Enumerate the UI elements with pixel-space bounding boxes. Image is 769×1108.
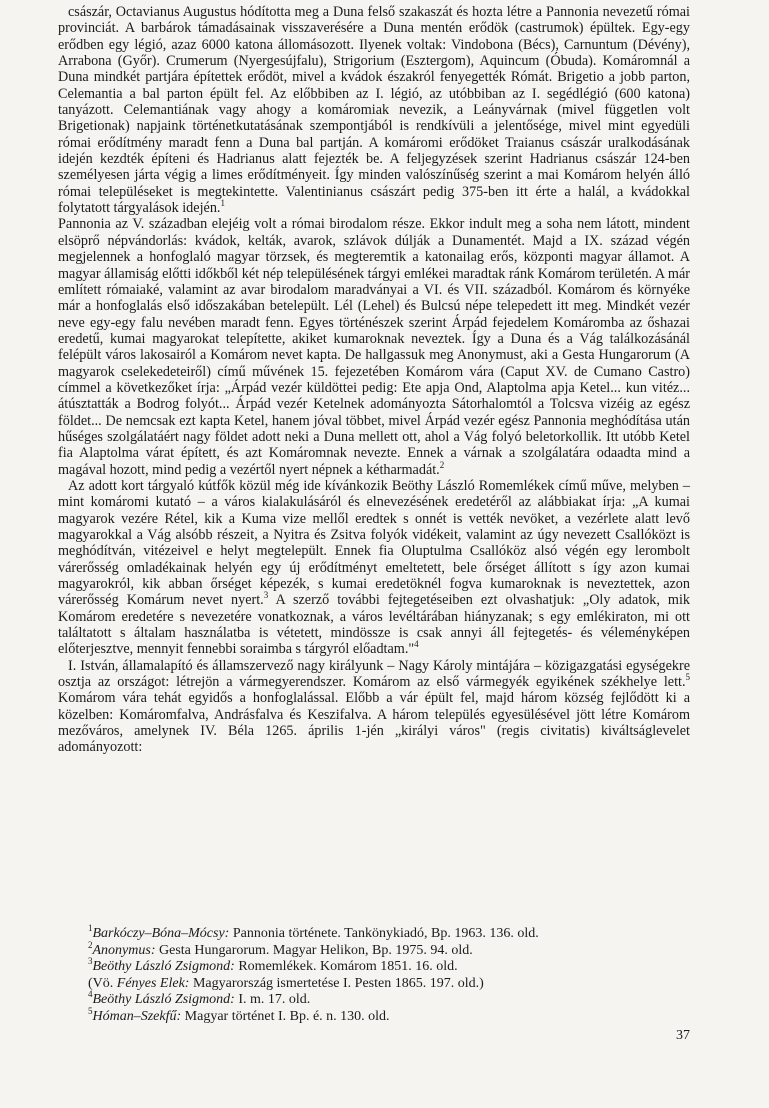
footnote-text: Magyarország ismertetése I. Pesten 1865. 197. old.) — [189, 975, 484, 991]
footnote-author: Barkóczy–Bóna–Mócsy: — [92, 926, 230, 941]
paragraph — [58, 658, 690, 756]
paragraph-text: császár, Octavianus Augustus hódította meg a Duna felső szakaszát és hozta létre a Pannonia nevezetű római provinciát. A barbárok támadásainak visszaverésére a Duna mentén erődök (castrumok) épültek. Egy-egy erődben egy légió, azaz 6000 katona állomásozott. Ilyenek voltak: Vindobona (Bécs), Carnuntum (Dévény), Arrabona (Győr). Crumerum (Nyergesújfalu), Strigorium (Esztergom), Aquincum (Óbuda). Komáromnál a Duna mindkét partjára építettek erődöt, mivel a kvádok északról fenyegették Rómát. Brigetio a jobb parton, Celemantia a bal parton épült fel. Az előbbiben az I. légió, az utóbbiban az I. segédlégió (600 katona) tanyázott. Celemantiának vagy ahogy a komáromiak nevezik, a Leányvárnak (mivel független volt Brigetionak) napjaink történetkutatásának szempontjából is rendkívüli a jelentősége, mivel mint egyedüli római erődítmény maradt fenn a Duna bal partján. A komáromi erődöket Traianus császár uralkodásának idején kezdték építeni és Hadrianus alatt fejezték be. A feljegyzések szerint Hadrianus császár 124-ben személyesen járta végig a limes erődítményeit. Így minden valószínűség szerint a mai Komárom helyén álló római településeket is megtekintette. Valentinianus császárt pedig 375-ben itt érte a halál, a kvádokkal folytatott tárgyalások idején. — [58, 4, 690, 217]
footnote-ref[interactable]: 5 — [685, 672, 690, 683]
footnote-ref[interactable]: 2 — [439, 459, 445, 470]
footnote-text: Pannonia története. Tankönykiadó, Bp. 1963. 136. old. — [229, 926, 539, 941]
paragraph — [58, 216, 690, 478]
paragraph — [58, 478, 690, 658]
footnote-ref[interactable]: 4 — [414, 639, 419, 650]
footnote — [88, 939, 648, 960]
paragraph-text: Az adott kort tárgyaló kútfők közül még ide kívánkozik Beöthy László Romemlékek című műve, melyben – mint komáromi kutató – a város kialakulásáról és elnevezésének eredetéről az alábbiakat írja: „A kumai magyarok vezére Rétel, kik a Kuma vize mellől eredtek s onnét is vették nevöket, a vezérlete alatt levő magyarokkal a Vág alsóbb részeit, a Nyitra és Zsitva folyók vidékeit, valamint az úgy nevezett Csallóközt is meghódítván, vitézeivel e helyt megtelepült. Ennek fia Oluptulma Csallóköz alsó végén egy lerombolt várerősség omladékainak helyén egy új erődítményt emeltetett, bele őrséget állított s így azon kumai magyarokról, kik abban őrséget képezék, s kumai eredetöknél fogva kumaroknak is neveztettek, azon várerősség Komárum nevet nyert. — [58, 477, 690, 609]
footnote-text: Magyar történet I. Bp. é. n. 130. old. — [181, 1008, 390, 1024]
footnote-number: 1 — [88, 923, 93, 933]
footnote — [88, 956, 648, 976]
footnote-ref[interactable]: 3 — [263, 590, 269, 601]
footnote-number: 2 — [88, 939, 93, 950]
paragraph-text: Pannonia az V. században elejéig volt a római birodalom része. Ekkor indult meg a soha nem látott, mindent elsöprő népvándorlás: kvádok, kelták, avarok, szlávok dúlják a Dunamentét. Majd a IX. század végén megjelennek a honfoglaló magyar törzsek, és megteremtik a katonailag erős, központi magyar államot. A magyar államiság előtti időkből két nép településének tárgyi emlékei maradtak ránk Komárom területén. A már említett rómaiaké, valamint az avar birodalom maradványai a VI. és VII. századból. Komárom és környéke már a honfoglalás első időszakában betelepült. Lél (Lehel) és Bulcsú népe telepedett itt meg. Mindkét vezér neve egy-egy falu nevében maradt fenn. Egyes történészek szerint Árpád fejedelem Komáromba az őshazai eredetű, kumai magyarokat telepítette, akiket kumaroknak neveztek. Így a Duna és a Vág találkozásánál felépült város lakosairól a Komárom nevet kapta. De hallgassuk meg Anonymust, aki a Gesta Hungarorum (A magyarok cselekedeteiről) című művének 15. fejezetében Komárom vára (Caput XV. de Cumano Castro) címmel a következőket írja: „Árpád vezér küldöttei pedig: Ete apja Ond, Alaptolma apja Ketel... kun vitéz... átúsztatták a Bodrog folyót... Árpád vezér Ketelnek adományozta Sátorhalomtól a Tolcsva vizéig az egész földet... De nemcsak ezt kapta Ketel, hanem jóval többet, mivel Árpád vezér egész Pannonia meghódítása után hűséges szolgálatáért nagy földet adott neki a Duna mellett ott, ahol a Vág folyó beletorkollik. Itt utóbb Ketel fia Alaptolma várat épített, és azt Komáromnak nevezte. Ennek a várnak a szolgálatára odaadta mind a magával hozott, mind pedig a vezértől nyert népnek a kétharmadát. — [58, 216, 690, 478]
footnote — [88, 989, 648, 1009]
paragraph-text: Komárom vára tehát egyidős a honfoglalással. Előbb a vár épült fel, majd három község fejlődött ki a közelben: Komáromfalva, Andrásfalva és Keszifalva. A három település egyesülésével jött létre Komárom mezőváros, amelynek IV. Béla 1265. április 1-jén „királyi város" (regis civitatis) kiváltságlevelet adományozott: — [58, 690, 690, 756]
footnote — [88, 923, 648, 943]
body-text — [58, 4, 690, 756]
footnote-author: Beöthy László Zsigmond: — [92, 959, 235, 975]
footnote-text: I. m. 17. old. — [234, 992, 311, 1008]
footnote — [88, 976, 648, 993]
footnote-author: Hóman–Szekfű: — [92, 1008, 182, 1024]
page-number: 37 — [676, 1028, 690, 1043]
footnote-ref[interactable]: 1 — [220, 198, 225, 209]
footnote-author: Beöthy László Zsigmond: — [92, 992, 235, 1008]
footnote — [88, 1005, 648, 1026]
paragraph-text: I. István, államalapító és államszervező nagy királyunk – Nagy Károly mintájára – közigazgatási egységekre osztja az országot: létrejön a vármegyerendszer. Komárom az első vármegyék egyikének székhelye lett. — [58, 657, 690, 691]
paragraph-text: A szerző további fejtegetéseiben ezt olvashatjuk: „Oly adatok, mik Komárom eredetére s nevezetére vonatkoznak, a város levéltárában hiányzanak; s egy emlékiraton, mi ott találtatott s általam használatba is vétetett, mindössze is csak annyi áll fejtegetés- és véleményképen előterjesztve, mennyit fennebbi soraimba s tárgyról előadtam." — [58, 592, 690, 658]
footnote-number: 3 — [88, 956, 93, 967]
footnote-text: Romemlékek. Komárom 1851. 16. old. — [234, 959, 458, 975]
footnotes — [88, 923, 648, 1026]
footnote-author: Fényes Elek: — [116, 975, 190, 991]
footnote-number: 4 — [88, 989, 93, 1000]
footnote-prefix: (Vö. — [88, 975, 117, 991]
footnote-number: 5 — [88, 1005, 93, 1016]
footnote-text: Gesta Hungarorum. Magyar Helikon, Bp. 1975. 94. old. — [155, 942, 473, 958]
paragraph — [58, 4, 690, 216]
footnote-author: Anonymus: — [92, 942, 156, 958]
